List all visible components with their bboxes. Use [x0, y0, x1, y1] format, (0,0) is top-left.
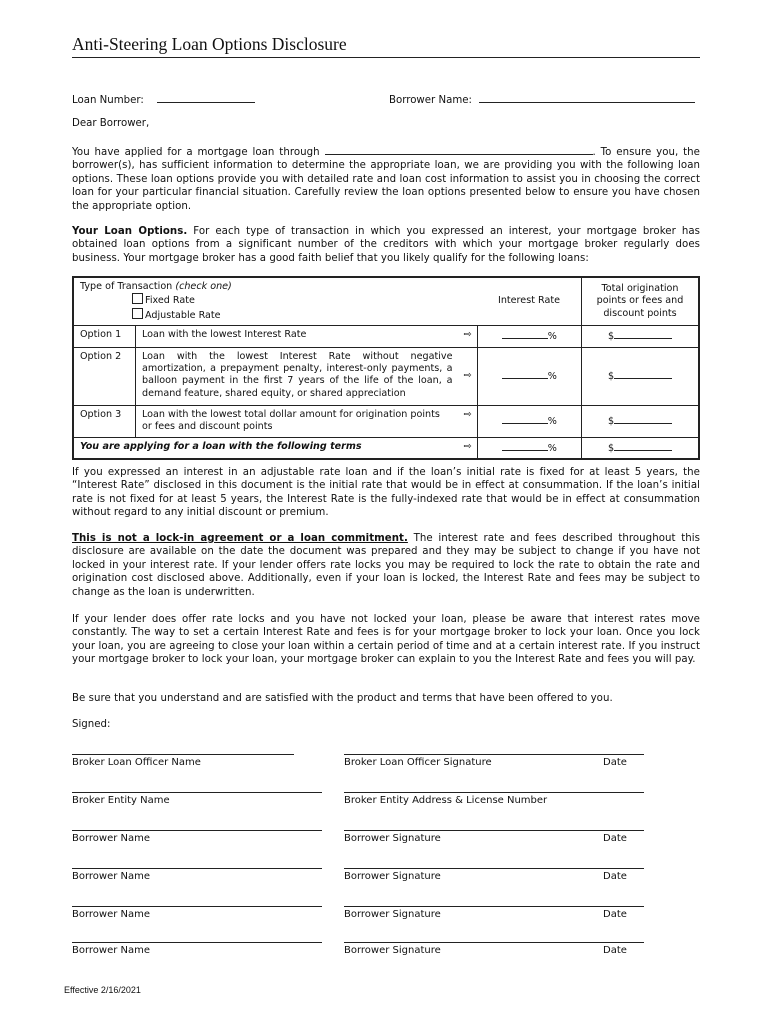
footer-effective-date: Effective 2/16/2021: [64, 985, 141, 995]
date-label: Date: [603, 871, 627, 882]
option-label: Option 1: [73, 326, 136, 347]
broker-officer-signature-label: Broker Loan Officer Signature: [344, 757, 492, 768]
adjustable-rate-label: Adjustable Rate: [145, 309, 221, 321]
date-label: Date: [603, 833, 627, 844]
broker-officer-signature-line[interactable]: [344, 754, 644, 755]
loan-options-heading: Your Loan Options.: [72, 226, 188, 237]
check-one-label: (check one): [175, 281, 232, 292]
satisfied-paragraph: Be sure that you understand and are satisfied with the product and terms that have been offered to you.: [72, 693, 613, 704]
borrower-signature-line[interactable]: [344, 868, 644, 869]
rate-input[interactable]: %: [477, 326, 582, 347]
borrower-name-line[interactable]: [72, 906, 322, 907]
loan-number-field: [72, 92, 255, 106]
borrower-name-line[interactable]: [72, 830, 322, 831]
broker-entity-name-label: Broker Entity Name: [72, 795, 170, 806]
borrower-signature-line[interactable]: [344, 906, 644, 907]
intro-paragraph: [72, 145, 700, 213]
origination-header: Total origination points or fees and discount points: [582, 277, 700, 326]
table-row: [73, 326, 699, 347]
table-header-row: [73, 277, 699, 326]
signed-label: Signed:: [72, 719, 111, 730]
date-label: Date: [603, 757, 627, 768]
borrower-name-label: Borrower Name: [72, 945, 151, 956]
page-title: Anti-Steering Loan Options Disclosure: [72, 34, 700, 58]
transaction-type-cell: [73, 277, 477, 326]
broker-entity-address-label: Broker Entity Address & License Number: [344, 795, 548, 806]
borrower-name-label: Borrower Name: [72, 909, 151, 920]
arrow-right-icon: ⇨: [459, 437, 478, 459]
broker-officer-name-label: Broker Loan Officer Name: [72, 757, 201, 768]
rate-input[interactable]: %: [477, 347, 582, 405]
adjustable-rate-checkbox[interactable]: [132, 308, 143, 319]
rate-input[interactable]: %: [477, 437, 582, 459]
loan-options-text: For each type of transaction in which you expressed an interest, your mortgage broker has obtained loan options from a significant number of the creditors with which your mortgage broker regularly does business. Your mortgage broker has a good faith belief that you likely qualify for the following loans:: [72, 226, 700, 264]
table-row: [73, 405, 699, 437]
fee-input[interactable]: $: [582, 347, 700, 405]
intro-text-1: You have applied for a mortgage loan through: [72, 147, 320, 158]
broker-name-input[interactable]: [325, 145, 593, 155]
date-label: Date: [603, 909, 627, 920]
borrower-signature-line[interactable]: [344, 942, 644, 943]
option-desc: Loan with the lowest Interest Rate without negative amortization, a prepayment penalty, interest-only payments, a balloon payment in the first 7 years of the life of the loan, a demand feature, shared equity, or shared appreciation: [136, 347, 459, 405]
fee-input[interactable]: $: [582, 437, 700, 459]
loan-number-label: Loan Number:: [72, 95, 144, 106]
loan-options-table: [72, 276, 700, 460]
loan-number-input[interactable]: [157, 92, 255, 103]
date-label: Date: [603, 945, 627, 956]
interest-rate-header: Interest Rate: [477, 277, 582, 326]
lockin-heading: This is not a lock-in agreement or a loan commitment.: [72, 533, 408, 544]
option-desc: Loan with the lowest total dollar amount for origination points or fees and discount points: [136, 405, 459, 437]
intro-text-2: . To ensure you, the borrower(s), has sufficient information to determine the appropriate loan, we are providing you with the following loan options. These loan options provide you with detailed rate and loan cost information to assist you in choosing the correct loan for your particular financial situation. Carefully review the loan options presented below to ensure you have chosen the appropriate option.: [72, 147, 700, 212]
borrower-signature-label: Borrower Signature: [344, 945, 441, 956]
applying-label: You are applying for a loan with the following terms: [73, 437, 459, 459]
borrower-name-line[interactable]: [72, 942, 322, 943]
applying-row: [73, 437, 699, 459]
borrower-name-label: Borrower Name: [72, 833, 151, 844]
broker-entity-address-line[interactable]: [344, 792, 644, 793]
salutation: Dear Borrower,: [72, 118, 150, 129]
borrower-signature-label: Borrower Signature: [344, 909, 441, 920]
option-label: Option 3: [73, 405, 136, 437]
borrower-signature-label: Borrower Signature: [344, 871, 441, 882]
fixed-rate-checkbox[interactable]: [132, 293, 143, 304]
borrower-name-input[interactable]: [479, 92, 695, 103]
fee-input[interactable]: $: [582, 326, 700, 347]
table-row: [73, 347, 699, 405]
broker-officer-name-line[interactable]: [72, 754, 294, 755]
rate-lock-paragraph: If your lender does offer rate locks and you have not locked your loan, please be aware that interest rates move constantly. The way to set a certain Interest Rate and fees is for your mortgage broker to lock your loan. Once you lock your loan, you are agreeing to close your loan within a certain period of time and at a certain interest rate. If you instruct your mortgage broker to lock your loan, your mortgage broker can explain to you the Interest Rate and fees you will pay.: [72, 614, 700, 666]
rate-input[interactable]: %: [477, 405, 582, 437]
lockin-paragraph: [72, 532, 700, 599]
broker-entity-name-line[interactable]: [72, 792, 322, 793]
arrow-right-icon: ⇨: [459, 405, 478, 437]
adjustable-rate-paragraph: If you expressed an interest in an adjustable rate loan and if the loan’s initial rate is fixed for at least 5 years, the “Interest Rate” disclosed in this document is the initial rate that would be in effect at consummation. If the loan’s initial rate is not fixed for at least 5 years, the Interest Rate is the fully-indexed rate that would be in effect at consummation without regard to any initial discount or premium.: [72, 467, 700, 519]
borrower-name-label: Borrower Name: [72, 871, 151, 882]
option-desc: Loan with the lowest Interest Rate: [136, 326, 459, 347]
borrower-name-field: [389, 92, 695, 106]
fee-input[interactable]: $: [582, 405, 700, 437]
arrow-right-icon: ⇨: [459, 326, 478, 347]
loan-options-paragraph: [72, 225, 700, 265]
fixed-rate-label: Fixed Rate: [145, 295, 195, 307]
borrower-name-line[interactable]: [72, 868, 322, 869]
borrower-signature-label: Borrower Signature: [344, 833, 441, 844]
lockin-text: The interest rate and fees described throughout this disclosure are available on the date the document was prepared and they may be subject to change if you have not locked in your interest rate. If your lender offers rate locks you may be required to lock the rate to obtain the rate and origination cost disclosed above. Additionally, even if your loan is locked, the Interest Rate and fees may be subject to change as the loan is underwritten.: [72, 533, 700, 598]
arrow-right-icon: ⇨: [459, 347, 478, 405]
option-label: Option 2: [73, 347, 136, 405]
borrower-signature-line[interactable]: [344, 830, 644, 831]
type-label: Type of Transaction: [80, 281, 173, 292]
borrower-name-label: Borrower Name:: [389, 95, 472, 106]
